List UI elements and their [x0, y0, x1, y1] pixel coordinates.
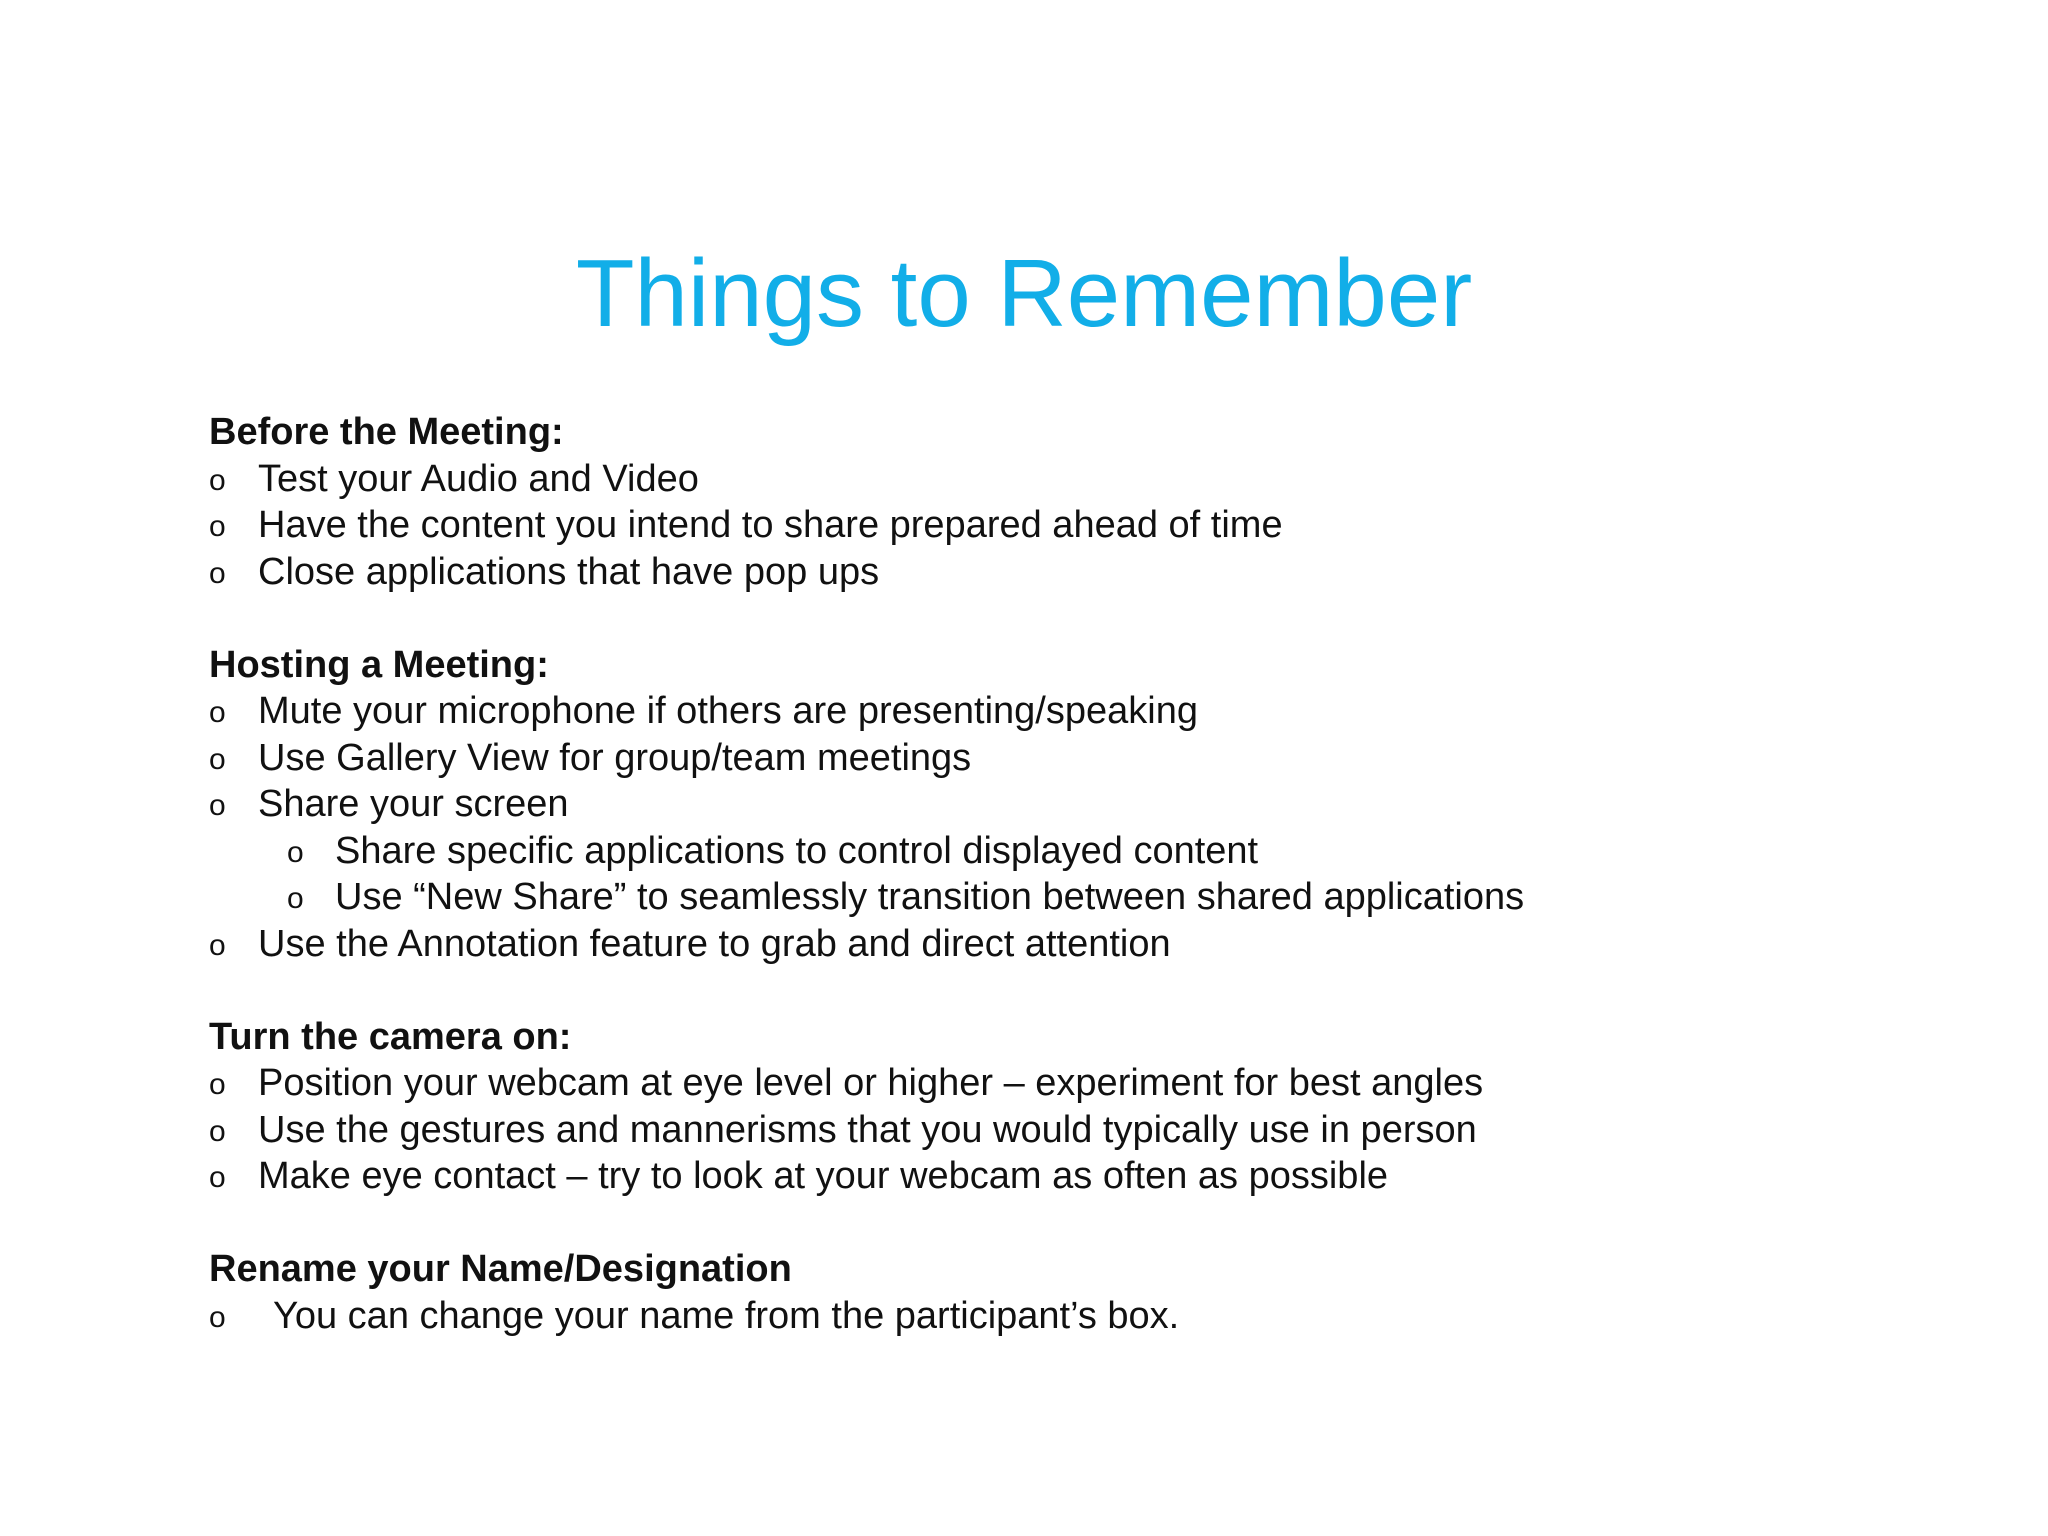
list-item [209, 502, 1909, 549]
sub-list-item [209, 828, 1909, 875]
section-spacer [209, 1200, 1909, 1247]
list-item [209, 456, 1909, 503]
bullet-icon: o [209, 789, 226, 822]
list-item-text: Share your screen [258, 783, 569, 825]
bullet-icon: o [209, 463, 226, 497]
list-item-text: Use the gestures and mannerisms that you would typically use in person [258, 1108, 1477, 1151]
section-heading-before-meeting: Before the Meeting: [209, 411, 564, 453]
sub-list-item [209, 874, 1909, 921]
section-spacer [209, 595, 1909, 642]
bullet-icon: o [209, 1161, 226, 1194]
list-item-text: Use Gallery View for group/team meetings [258, 736, 972, 779]
slide-title: Things to Remember [575, 240, 1473, 347]
bullet-icon: o [209, 1068, 226, 1101]
list-item [209, 921, 1909, 968]
list-item [209, 735, 1909, 782]
bullet-icon: o [287, 882, 304, 915]
list-item [209, 549, 1909, 596]
section-spacer [209, 967, 1909, 1014]
list-item [209, 688, 1909, 735]
section-heading-rename: Rename your Name/Designation [209, 1248, 792, 1290]
list-item [209, 781, 1909, 828]
list-item-text: Use the Annotation feature to grab and direct attention [258, 922, 1171, 965]
list-item [209, 1060, 1909, 1107]
list-item-text: Mute your microphone if others are presenting/speaking [258, 690, 1198, 732]
list-item-text: Have the content you intend to share prepared ahead of time [258, 504, 1283, 546]
bullet-icon: o [209, 928, 226, 962]
list-item-text: Share specific applications to control displayed content [335, 829, 1259, 872]
list-item [209, 1107, 1909, 1154]
list-item-text: Test your Audio and Video [258, 457, 699, 500]
bullet-icon: o [287, 835, 304, 869]
bullet-icon: o [209, 696, 226, 729]
bullet-icon: o [209, 742, 226, 776]
section-heading-camera: Turn the camera on: [209, 1015, 572, 1058]
bullet-icon: o [209, 1114, 226, 1148]
bullet-icon: o [209, 556, 226, 590]
slide-content [209, 409, 1909, 1339]
list-item-text: Close applications that have pop ups [258, 550, 880, 593]
list-item-text: You can change your name from the participant’s box. [273, 1294, 1180, 1337]
section-heading-hosting-meeting: Hosting a Meeting: [209, 643, 549, 686]
bullet-icon: o [209, 1300, 226, 1334]
bullet-icon: o [209, 510, 226, 543]
list-item [209, 1153, 1909, 1200]
list-item-text: Make eye contact – try to look at your webcam as often as possible [258, 1155, 1389, 1197]
list-item [209, 1293, 1909, 1340]
list-item-text: Use “New Share” to seamlessly transition between shared applications [335, 876, 1525, 918]
list-item-text: Position your webcam at eye level or higher – experiment for best angles [258, 1062, 1484, 1104]
